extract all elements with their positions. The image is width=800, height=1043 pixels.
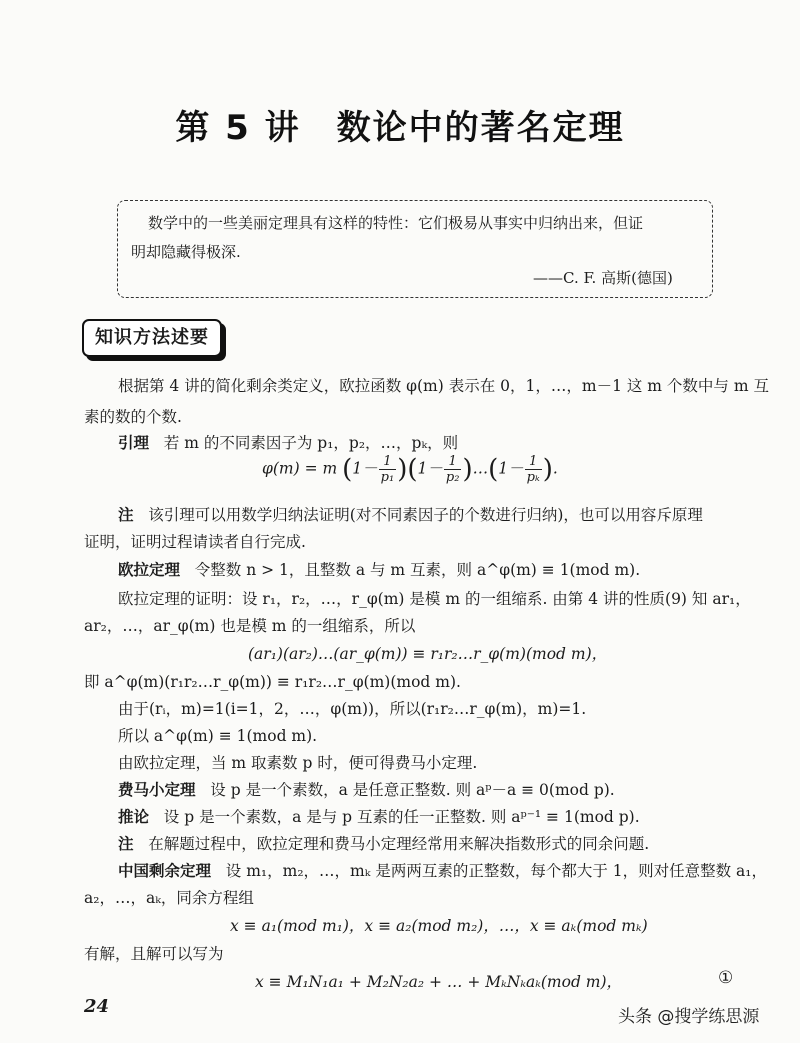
- fermat-label: 费马小定理: [118, 781, 196, 799]
- equation-number: ①: [718, 968, 734, 988]
- lemma-formula: φ(m) = m (1－ $\frac{1}{\text{p₁}}$ )(1－ $\frac{1}{\text{p₂}}$ )…(1－ $\frac{1}{\text{pₖ}}$ ).: [262, 454, 558, 485]
- corollary: [118, 805, 640, 827]
- crt-solution: x ≡ M₁N₁a₁ + M₂N₂a₂ + … + MₖNₖaₖ(mod m)，: [255, 973, 623, 991]
- page-number: 24: [84, 996, 110, 1017]
- crt-text: 设 m₁，m₂，…，mₖ 是两两互素的正整数，每个都大于 1，则对任意整数 a₁，: [225, 862, 767, 880]
- lemma-label: 引理: [118, 434, 150, 452]
- fermat-theorem: [118, 778, 615, 800]
- paragraph-line: 欧拉定理的证明：设 r₁，r₂，…，r_φ(m) 是模 m 的一组缩系. 由第 4 讲的性质(9) 知 ar₁，: [118, 590, 751, 608]
- quote-line-1: 数学中的一些美丽定理具有这样的特性：它们极易从事实中归纳出来，但证: [148, 214, 644, 232]
- euler-label: 欧拉定理: [118, 561, 181, 579]
- note-2: [118, 832, 649, 854]
- paragraph-line: 由于(rᵢ，m)=1(i=1，2，…，φ(m))，所以(r₁r₂…r_φ(m)，m)=1.: [118, 700, 587, 718]
- paragraph-line: ar₂，…，ar_φ(m) 也是模 m 的一组缩系，所以: [84, 617, 416, 635]
- lemma-text: 若 m 的不同素因子为 p₁，p₂，…，pₖ，则: [163, 434, 459, 452]
- crt-label: 中国剩余定理: [118, 862, 212, 880]
- watermark: 头条 @搜学练思源: [618, 1007, 760, 1027]
- quote-line-2: 明却隐藏得极深.: [131, 243, 241, 261]
- fermat-text: 设 p 是一个素数，a 是任意正整数. 则 aᵖ－a ≡ 0(mod p).: [210, 781, 615, 799]
- corollary-label: 推论: [118, 808, 150, 826]
- note-text: 该引理可以用数学归纳法证明(对不同素因子的个数进行归纳)，也可以用容斥原理: [148, 506, 703, 524]
- section-heading: 知识方法述要: [82, 319, 222, 357]
- paragraph-line: 证明，证明过程请读者自行完成.: [84, 533, 306, 551]
- euler-theorem: [118, 558, 640, 580]
- paragraph-line: 即 a^φ(m)(r₁r₂…r_φ(m)) ≡ r₁r₂…r_φ(m)(mod m).: [84, 673, 461, 691]
- note-text: 在解题过程中，欧拉定理和费马小定理经常用来解决指数形式的同余问题.: [148, 835, 650, 853]
- paragraph-line: 所以 a^φ(m) ≡ 1(mod m).: [118, 727, 318, 745]
- paragraph-line: 由欧拉定理，当 m 取素数 p 时，便可得费马小定理.: [118, 754, 478, 772]
- crt-theorem: [118, 859, 767, 881]
- paragraph-line: 根据第 4 讲的简化剩余类定义，欧拉函数 φ(m) 表示在 0，1，…，m－1 这 m 个数中与 m 互: [118, 377, 769, 395]
- paragraph-line: a₂，…，aₖ，同余方程组: [84, 889, 254, 907]
- note-1: [118, 503, 703, 525]
- formula-lhs: φ(m) = m: [262, 459, 338, 478]
- proof-formula: (ar₁)(ar₂)…(ar_φ(m)) ≡ r₁r₂…r_φ(m)(mod m)，: [248, 645, 608, 663]
- note-label: 注: [118, 835, 134, 853]
- euler-text: 令整数 n > 1，且整数 a 与 m 互素，则 a^φ(m) ≡ 1(mod m).: [194, 561, 641, 579]
- paragraph-line: 有解，且解可以写为: [84, 945, 224, 963]
- crt-system: x ≡ a₁(mod m₁)，x ≡ a₂(mod m₂)，…，x ≡ aₖ(mod mₖ): [230, 917, 648, 935]
- page-title: 第 5 讲 数论中的著名定理: [175, 108, 625, 148]
- quote-attribution: ——C. F. 高斯(德国): [533, 269, 673, 287]
- corollary-text: 设 p 是一个素数，a 是与 p 互素的任一正整数. 则 aᵖ⁻¹ ≡ 1(mod p).: [163, 808, 640, 826]
- paragraph-line: 素的数的个数.: [84, 408, 182, 426]
- note-label: 注: [118, 506, 134, 524]
- lemma: [118, 431, 458, 453]
